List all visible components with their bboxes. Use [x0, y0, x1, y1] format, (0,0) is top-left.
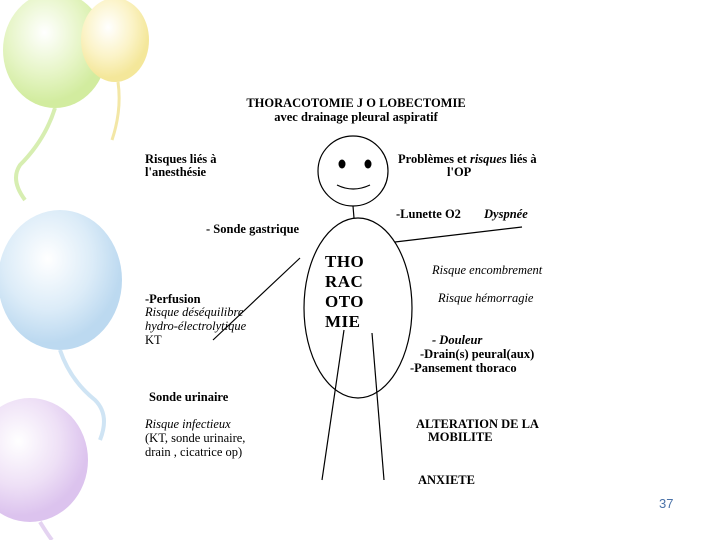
infection-risk-line-3: drain , cicatrice op)	[145, 445, 243, 459]
urinary-catheter-label: Sonde urinaire	[149, 390, 229, 404]
title-line-2: avec drainage pleural aspiratif	[274, 110, 438, 124]
dyspnea-label: Dyspnée	[484, 207, 528, 221]
hemorrhage-risk-label: Risque hémorragie	[438, 291, 534, 305]
pain-label: - Douleur	[432, 333, 483, 347]
oxygen-glasses-label: -Lunette O2	[396, 207, 461, 221]
figure-left-eye	[339, 160, 346, 169]
perfusion-label: -Perfusion	[145, 292, 201, 306]
op-problems-text-c: liés à	[506, 152, 537, 166]
figure-right-leg	[372, 333, 384, 480]
imbalance-risk-line-1: Risque déséquilibre	[145, 305, 244, 319]
figure-right-arm	[395, 227, 522, 242]
body-word-3: OTO	[325, 292, 364, 311]
infection-risk-line-1: Risque infectieux	[145, 417, 231, 431]
imbalance-risk-line-2: hydro-électrolytique	[145, 319, 247, 333]
drains-label: -Drain(s) peural(aux)	[420, 347, 535, 361]
gastric-tube-label: - Sonde gastrique	[206, 222, 300, 236]
anesthesia-risks-line-1: Risques liés à	[145, 152, 217, 166]
dressing-label: -Pansement thoraco	[410, 361, 517, 375]
op-problems-line-2: l'OP	[447, 165, 472, 179]
congestion-risk-label: Risque encombrement	[432, 263, 543, 277]
op-problems-text-risks: risques	[469, 152, 507, 166]
op-problems-text-a: Problèmes et	[398, 152, 470, 166]
body-word-2: RAC	[325, 272, 364, 291]
figure-mouth	[337, 185, 370, 189]
figure-head	[318, 136, 388, 206]
mobility-line-2: MOBILITE	[428, 430, 493, 444]
kt-label: KT	[145, 333, 162, 347]
mobility-line-1: ALTERATION DE LA	[416, 417, 539, 431]
body-word-1: THO	[325, 252, 365, 271]
figure-right-eye	[365, 160, 372, 169]
title-line-1: THORACOTOMIE J O LOBECTOMIE	[246, 96, 466, 110]
figure-left-leg	[322, 330, 344, 480]
diagram-title	[196, 96, 516, 124]
anxiety-label: ANXIETE	[418, 473, 475, 487]
body-word-4: MIE	[325, 312, 361, 331]
figure-neck	[353, 206, 354, 218]
anesthesia-risks-line-2: l'anesthésie	[145, 165, 207, 179]
infection-risk-line-2: (KT, sonde urinaire,	[145, 431, 246, 445]
page-number: 37	[659, 496, 674, 511]
